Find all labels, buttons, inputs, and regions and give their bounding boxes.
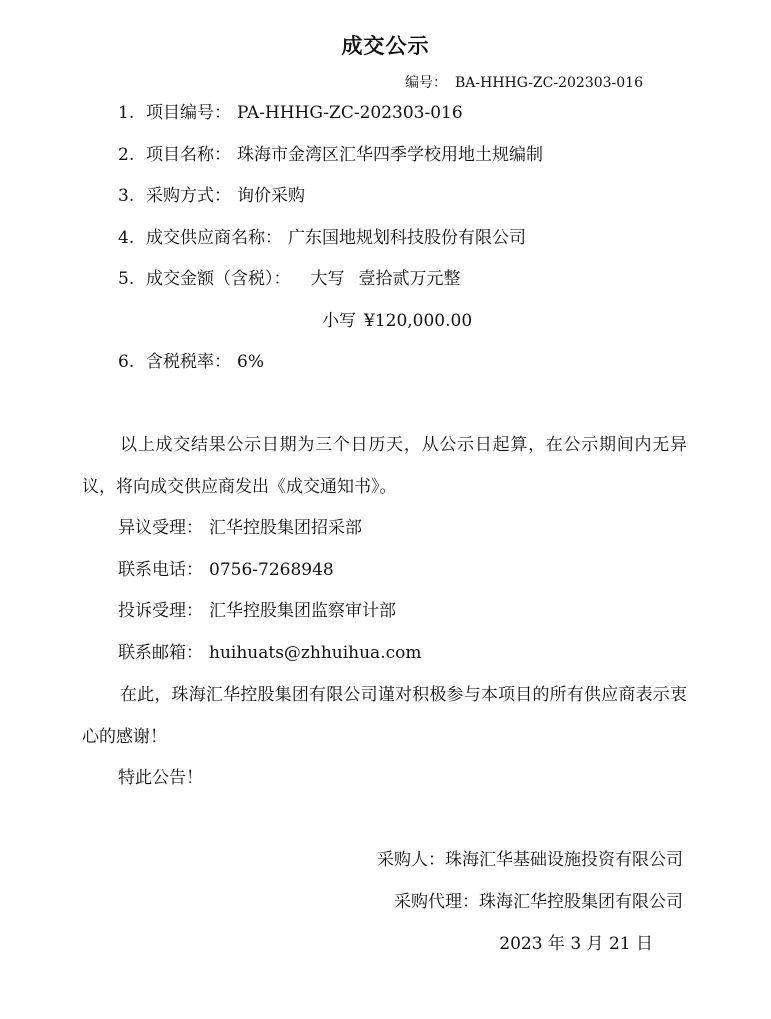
- contact-value: 汇华控股集团招采部: [209, 518, 362, 538]
- contact-email: [118, 641, 421, 665]
- item-value: 6%: [237, 352, 264, 372]
- contact-label: 联系电话：: [118, 560, 203, 580]
- amount-lower-value: ¥120,000.00: [364, 311, 473, 331]
- agent-name: 珠海汇华控股集团有限公司: [479, 892, 683, 912]
- purchaser-name: 珠海汇华基础设施投资有限公司: [445, 850, 683, 870]
- amount-upper-value: 壹拾贰万元整: [358, 269, 461, 289]
- amount-upper-label: 大写: [310, 269, 345, 289]
- item-project-name: [118, 143, 543, 167]
- contact-label: 联系邮箱：: [118, 643, 203, 663]
- item-index: 2.: [118, 145, 135, 165]
- item-project-number: [118, 101, 463, 125]
- document-number-value: BA-HHHG-ZC-202303-016: [455, 75, 643, 91]
- contact-phone: [118, 558, 334, 582]
- document-date: 2023 年 3 月 21 日: [499, 934, 653, 954]
- contact-value: huihuats@zhhuihua.com: [209, 643, 422, 663]
- item-value: 询价采购: [237, 186, 305, 206]
- contact-objection: [118, 516, 362, 540]
- item-index: 5.: [118, 269, 135, 289]
- contact-value: 汇华控股集团监察审计部: [209, 601, 396, 621]
- document-title: 成交公示: [341, 33, 430, 58]
- purchaser-signature: [377, 848, 683, 872]
- notice-paragraph: 以上成交结果公示日期为三个日历天，从公示日起算，在公示期间内无异议，将向成交供应商发出《成交通知书》。: [82, 435, 687, 497]
- item-label: 成交金额（含税）：: [146, 269, 291, 289]
- closing-text: 特此公告！: [118, 768, 203, 788]
- item-label: 采购方式：: [146, 186, 231, 206]
- contact-value: 0756-7268948: [209, 560, 334, 580]
- thanks-paragraph: 在此，珠海汇华控股集团有限公司谨对积极参与本项目的所有供应商表示衷心的感谢！: [82, 685, 687, 747]
- item-index: 6.: [118, 352, 135, 372]
- amount-lower-label: 小写: [322, 311, 356, 331]
- contact-label: 投诉受理：: [118, 601, 203, 621]
- agent-signature: [394, 890, 683, 914]
- item-supplier: [118, 226, 526, 250]
- item-purchase-method: [118, 184, 305, 208]
- item-value: PA-HHHG-ZC-202303-016: [237, 103, 463, 123]
- item-value: 广东国地规划科技股份有限公司: [288, 228, 526, 248]
- item-amount: [118, 267, 461, 291]
- item-label: 含税税率：: [146, 352, 231, 372]
- purchaser-label: 采购人：: [377, 850, 445, 870]
- item-label: 成交供应商名称：: [146, 228, 282, 248]
- item-tax-rate: [118, 350, 264, 374]
- agent-label: 采购代理：: [394, 892, 479, 912]
- item-amount-lower: [322, 309, 472, 333]
- item-index: 3.: [118, 186, 135, 206]
- item-label: 项目编号：: [146, 103, 231, 123]
- item-value: 珠海市金湾区汇华四季学校用地土规编制: [237, 145, 543, 165]
- document-number-label: 编号：: [405, 75, 447, 91]
- document-number: [405, 72, 643, 92]
- contact-complaint: [118, 599, 396, 623]
- item-label: 项目名称：: [146, 145, 231, 165]
- contact-label: 异议受理：: [118, 518, 203, 538]
- item-index: 1.: [118, 103, 135, 123]
- item-index: 4.: [118, 228, 135, 248]
